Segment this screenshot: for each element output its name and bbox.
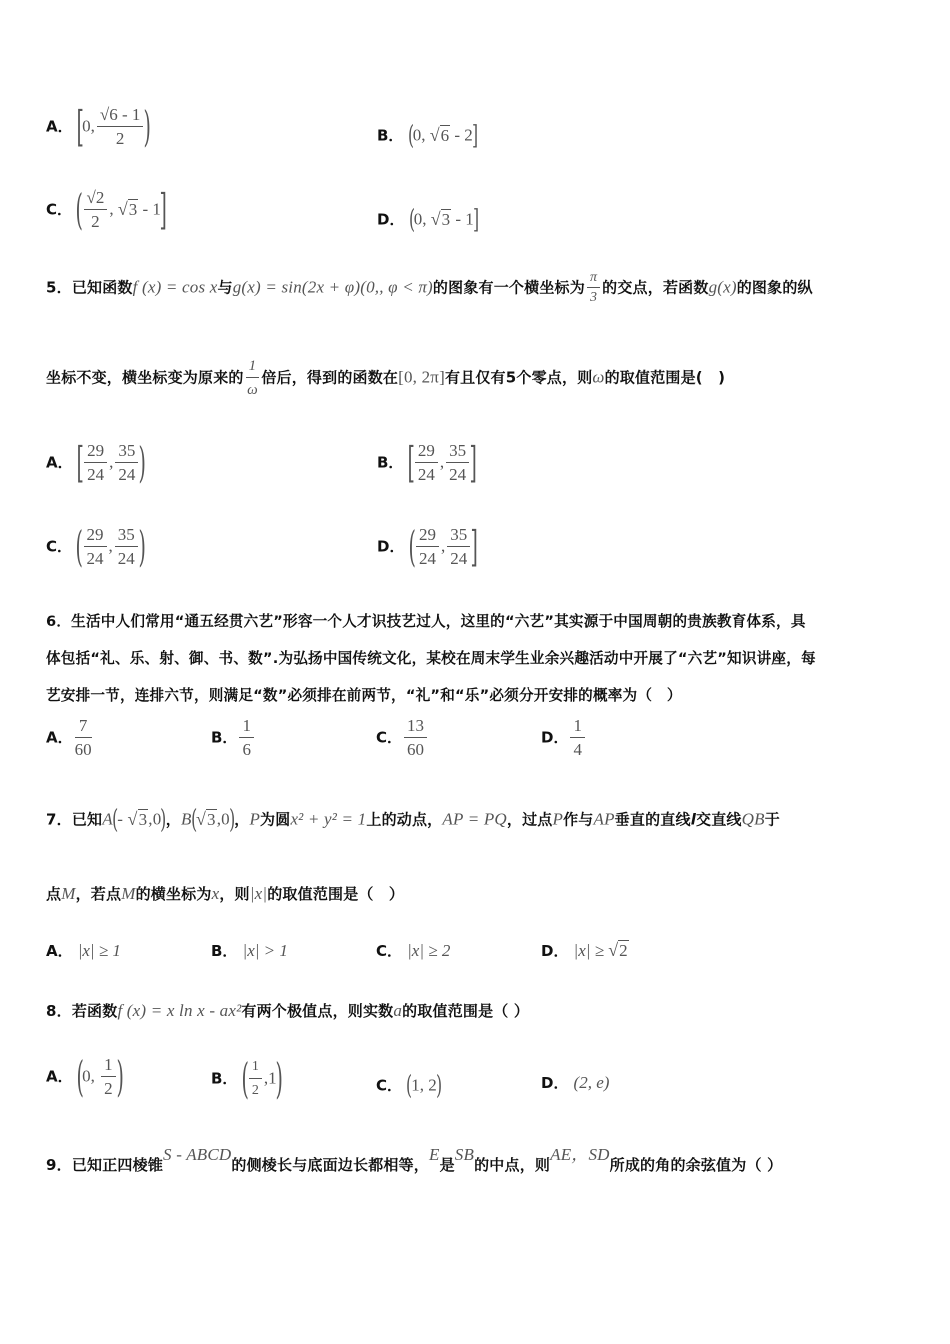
q5-option-b[interactable]: B． [ $\frac{29}{24}$ , $\frac{35}{24}$ ]	[377, 438, 478, 487]
q6-stem-line3: 艺安排一节，连排六节，则满足“数”必须排在前两节，“礼”和“乐”必须分开安排的概率为（ ）	[46, 687, 682, 704]
option-label: A．	[46, 117, 73, 136]
q5-option-c[interactable]: C． ( $\frac{29}{24}$ , $\frac{35}{24}$ )	[46, 522, 146, 571]
q6-option-d[interactable]: D． $\frac{1}{4}$	[541, 716, 587, 760]
q8-option-d[interactable]: D． (2, e)	[541, 1073, 610, 1092]
q7-option-d[interactable]: D． |x| ≥ √2	[541, 940, 628, 960]
q7-option-b[interactable]: B． |x| > 1	[211, 941, 288, 960]
q7-stem-line1: 7．已知A(- √3,0)，B(√3,0)，P为圆x² + y² = 1上的动点，AP = PQ，过点P作与AP垂直的直线l交直线QB于	[46, 805, 780, 835]
q9-stem: 9．已知正四棱锥S - ABCD的侧棱长与底面边长都相等，E是SB的中点，则AE，SD所成的角的余弦值为（ ）	[46, 1145, 783, 1174]
q4-option-d[interactable]: D． (0, √3 - 1]	[377, 205, 479, 235]
q4-option-b[interactable]: B． (0, √6 - 2]	[377, 121, 478, 151]
q7-stem-line2: 点M，若点M的横坐标为x，则|x|的取值范围是（ ）	[46, 884, 405, 903]
q8-option-b[interactable]: B． ( $\frac{1}{2}$ ,1)	[211, 1054, 283, 1103]
q6-option-c[interactable]: C． $\frac{13}{60}$	[376, 716, 429, 760]
q7-option-c[interactable]: C． |x| ≥ 2	[376, 941, 451, 960]
q8-stem: 8．若函数f (x) = x ln x - ax²有两个极值点，则实数a的取值范围是（ ）	[46, 1001, 530, 1020]
q8-option-a[interactable]: A． (0, $\frac{1}{2}$ )	[46, 1052, 124, 1101]
q5-option-a[interactable]: A． [ $\frac{29}{24}$ , $\frac{35}{24}$ )	[46, 438, 147, 487]
q5-option-d[interactable]: D． ( $\frac{29}{24}$ , $\frac{35}{24}$ ]	[377, 522, 479, 571]
q4-option-a[interactable]: A． [0, $\frac{√6 - 1}{2}$ )	[46, 102, 152, 151]
q5-stem-line2: 坐标不变，横坐标变为原来的 $\frac{1}{\omega}$ 倍后，得到的函数在[0, 2π]有且仅有5个零点，则ω的取值范围是( )	[46, 358, 726, 398]
q7-option-a[interactable]: A． |x| ≥ 1	[46, 941, 121, 960]
q6-stem-line2: 体包括“礼、乐、射、御、书、数”.为弘扬中国传统文化，某校在周末学生业余兴趣活动中开展了“六艺”知识讲座，每	[46, 650, 816, 667]
q8-option-c[interactable]: C． (1, 2)	[376, 1071, 442, 1101]
q6-option-b[interactable]: B． $\frac{1}{6}$	[211, 716, 256, 760]
q6-stem-line1: 6．生活中人们常用“通五经贯六艺”形容一个人才识技艺过人，这里的“六艺”其实源于中国周朝的贵族教育体系，具	[46, 613, 806, 630]
q5-stem-line1: 5．已知函数f (x) = cos x与g(x) = sin(2x + φ)(0,, φ < π)的图象有一个横坐标为 $\frac{\pi}{3}$ 的交点，若函数g(x)的图象的纵	[46, 270, 813, 305]
q6-option-a[interactable]: A． $\frac{7}{60}$	[46, 716, 92, 759]
q4-option-c[interactable]: C． ( $\frac{√2}{2}$ , √3 - 1]	[46, 185, 167, 234]
